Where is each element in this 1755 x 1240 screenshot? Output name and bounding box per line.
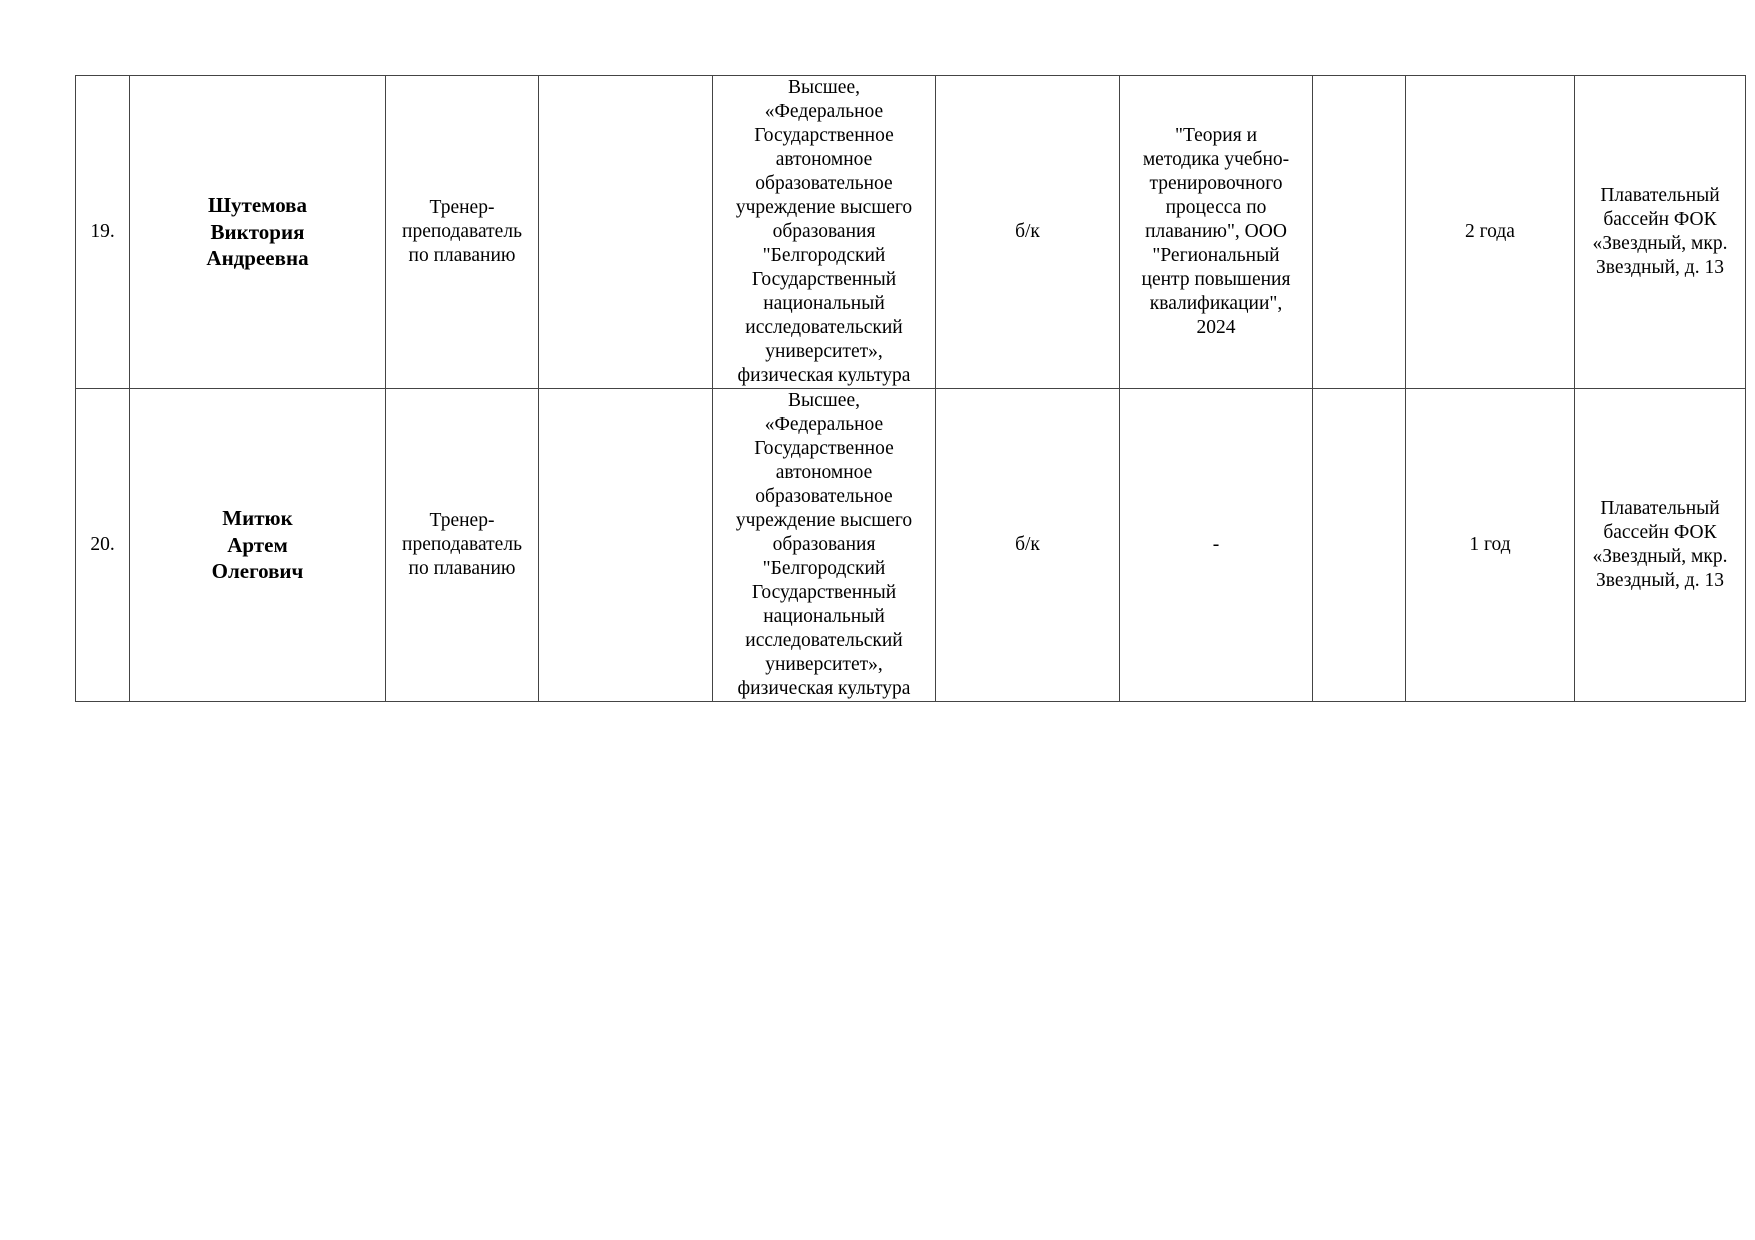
experience: 2 года	[1465, 221, 1515, 242]
first-name: Виктория	[210, 219, 305, 244]
education-line: Высшее,	[788, 390, 860, 411]
first-name: Артем	[227, 532, 288, 557]
location-line: Звездный, д. 13	[1596, 257, 1724, 278]
education-line: образовательное	[755, 173, 893, 194]
full-name-cell	[130, 76, 386, 389]
education-cell	[713, 76, 936, 389]
training-line: тренировочного	[1149, 173, 1283, 194]
training-cell	[1120, 76, 1313, 389]
empty-cell	[1313, 389, 1406, 702]
education-line: национальный	[763, 606, 885, 627]
education-line: Высшее,	[788, 77, 860, 98]
patronymic: Олегович	[211, 559, 304, 584]
empty-cell	[1313, 76, 1406, 389]
education-line: Государственное	[754, 438, 894, 459]
experience: 1 год	[1469, 534, 1511, 555]
row-number-cell	[76, 389, 130, 702]
location-cell	[1575, 76, 1746, 389]
staff-table	[75, 75, 1746, 702]
education-line: университет»,	[765, 654, 883, 675]
education-line: Государственный	[751, 582, 897, 603]
category: б/к	[1015, 221, 1040, 242]
education-line: учреждение высшего	[735, 510, 913, 531]
position-line: по плаванию	[408, 558, 516, 579]
row-number: 20.	[90, 534, 115, 555]
position-line: Тренер-	[429, 197, 495, 218]
education-line: физическая культура	[737, 678, 911, 699]
category: б/к	[1015, 534, 1040, 555]
education-line: Государственный	[751, 269, 897, 290]
surname: Митюк	[222, 506, 293, 531]
table-row	[76, 389, 1746, 702]
location-line: Плавательный	[1600, 185, 1720, 206]
empty-cell	[539, 389, 713, 702]
location-line: бассейн ФОК	[1603, 209, 1717, 230]
education-line: образования	[772, 221, 876, 242]
training-line: процесса по	[1165, 197, 1267, 218]
category-cell	[936, 76, 1120, 389]
education-line: университет»,	[765, 341, 883, 362]
position-cell	[386, 76, 539, 389]
experience-cell	[1406, 76, 1575, 389]
experience-cell	[1406, 389, 1575, 702]
training-line: плаванию", ООО	[1145, 221, 1287, 242]
education-line: образования	[772, 534, 876, 555]
position-line: преподаватель	[402, 534, 522, 555]
location-line: бассейн ФОК	[1603, 522, 1717, 543]
location-line: «Звездный, мкр.	[1592, 233, 1728, 254]
education-line: национальный	[763, 293, 885, 314]
education-line: физическая культура	[737, 365, 911, 386]
education-cell	[713, 389, 936, 702]
training-line: "Региональный	[1152, 245, 1280, 266]
training-line: квалификации",	[1149, 293, 1283, 314]
position-cell	[386, 389, 539, 702]
table-row	[76, 76, 1746, 389]
patronymic: Андреевна	[206, 246, 309, 271]
education-line: «Федеральное	[764, 101, 884, 122]
education-line: учреждение высшего	[735, 197, 913, 218]
position-line: Тренер-	[429, 510, 495, 531]
education-line: исследовательский	[745, 630, 903, 651]
empty-cell	[539, 76, 713, 389]
training-line: "Теория и	[1175, 125, 1257, 146]
full-name-cell	[130, 389, 386, 702]
training-line: 2024	[1196, 317, 1236, 338]
education-line: «Федеральное	[764, 414, 884, 435]
training-cell	[1120, 389, 1313, 702]
row-number: 19.	[90, 221, 115, 242]
position-line: по плаванию	[408, 245, 516, 266]
education-line: "Белгородский	[762, 558, 886, 579]
education-line: автономное	[775, 462, 873, 483]
education-line: Государственное	[754, 125, 894, 146]
category-cell	[936, 389, 1120, 702]
education-line: исследовательский	[745, 317, 903, 338]
training-line: методика учебно-	[1142, 149, 1290, 170]
surname: Шутемова	[207, 193, 308, 218]
education-line: "Белгородский	[762, 245, 886, 266]
location-line: Плавательный	[1600, 498, 1720, 519]
location-line: Звездный, д. 13	[1596, 570, 1724, 591]
training-line: центр повышения	[1141, 269, 1291, 290]
position-line: преподаватель	[402, 221, 522, 242]
location-cell	[1575, 389, 1746, 702]
education-line: автономное	[775, 149, 873, 170]
location-line: «Звездный, мкр.	[1592, 546, 1728, 567]
education-line: образовательное	[755, 486, 893, 507]
training-line: -	[1212, 534, 1220, 555]
row-number-cell	[76, 76, 130, 389]
